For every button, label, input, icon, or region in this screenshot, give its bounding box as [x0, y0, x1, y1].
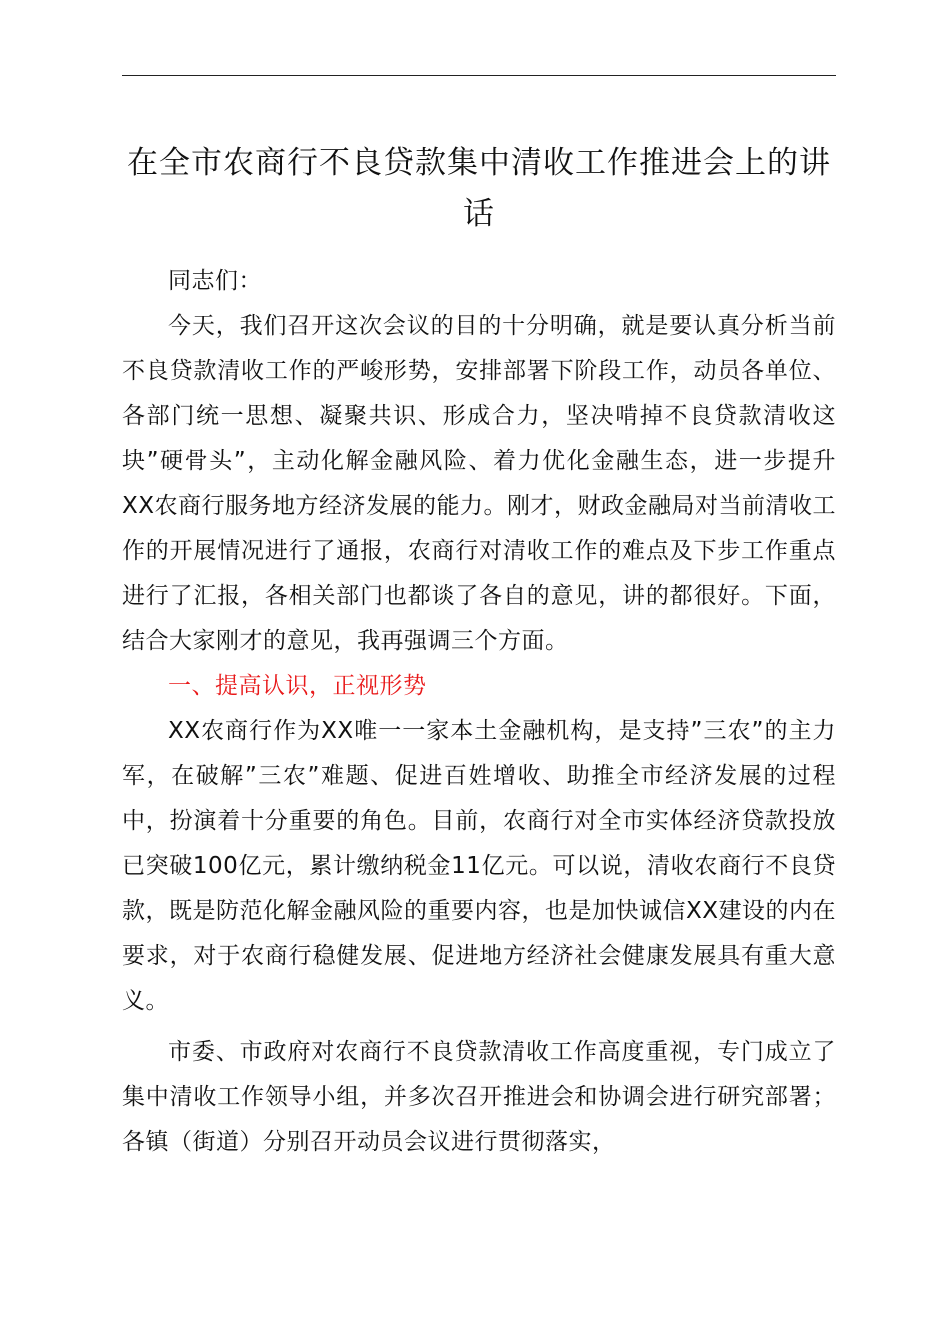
header-rule — [122, 75, 836, 76]
document-title: 在全市农商行不良贷款集中清收工作推进会上的讲话 — [127, 145, 831, 232]
paragraph-role: XX农商行作为XX唯一一家本土金融机构，是支持”三农”的主力军，在破解”三农”难题、促进百姓增收、助推全市经济发展的过程中，扮演着十分重要的角色。目前，农商行对全市实体经济贷款投放已突破100亿元，累计缴纳税金11亿元。可以说，清收农商行不良贷款，既是防范化解金融风险的重要内容，也是加快诚信XX建设的内在要求，对于农商行稳健发展、促进地方经济社会健康发展具有重大意义。 — [122, 718, 837, 1014]
salutation: 同志们： — [168, 268, 262, 294]
paragraph-leadership: 市委、市政府对农商行不良贷款清收工作高度重视，专门成立了集中清收工作领导小组，并多次召开推进会和协调会进行研究部署；各镇（街道）分别召开动员会议进行贯彻落实， — [122, 1039, 836, 1155]
paragraph-opening: 今天，我们召开这次会议的目的十分明确，就是要认真分析当前不良贷款清收工作的严峻形势，安排部署下阶段工作，动员各单位、各部门统一思想、凝聚共识、形成合力，坚决啃掉不良贷款清收这块”硬骨头”，主动化解金融风险、着力优化金融生态，进一步提升XX农商行服务地方经济发展的能力。刚才，财政金融局对当前清收工作的开展情况进行了通报，农商行对清收工作的难点及下步工作重点进行了汇报，各相关部门也都谈了各自的意见，讲的都很好。下面，结合大家刚才的意见，我再强调三个方面。 — [122, 313, 837, 654]
section-heading-1: 一、提高认识，正视形势 — [168, 673, 427, 699]
document-body — [122, 259, 836, 1165]
